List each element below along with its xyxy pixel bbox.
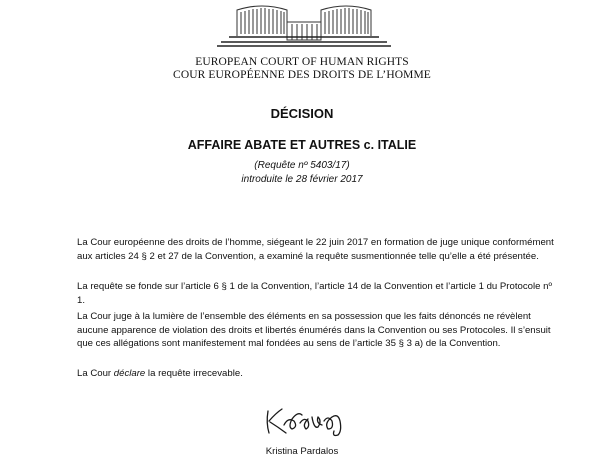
paragraph-assessment — [77, 310, 557, 351]
paragraph-complaints — [77, 280, 557, 307]
case-name: AFFAIRE ABATE ET AUTRES c. ITALIE — [187, 138, 417, 152]
paragraph-text: La requête se fonde sur l’article 6 § 1 de la Convention, l’article 14 de la Convention et l’article 1 du Protocole nº 1. — [77, 281, 552, 306]
lodged-date: introduite le 28 février 2017 — [241, 174, 363, 185]
paragraph-text: La Cour européenne des droits de l’homme, siégeant le 22 juin 2017 en formation de juge unique conformément aux articles 24 § 2 et 27 de la Convention, a examiné la requête susmentionnée telle qu’elle a été présentée. — [77, 237, 554, 262]
document-title: DÉCISION — [270, 106, 334, 121]
paragraph-ruling — [77, 367, 557, 381]
handwritten-signature — [262, 403, 352, 439]
paragraph-text: La Cour juge à la lumière de l’ensemble des éléments en sa possession que les faits dénoncés ne révèlent aucune apparence de violation des droits et libertés énumérés dans la Convention ou ses Protocoles. Il s’ensuit que ces allégations sont manifestement mal fondées au sens de l’article 35 § 3 a) de la Convention. — [77, 311, 551, 349]
ruling-start: La Cour — [77, 368, 114, 379]
ruling-end: la requête irrecevable. — [145, 368, 243, 379]
court-name-french: COUR EUROPÉENNE DES DROITS DE L’HOMME — [173, 69, 431, 81]
court-building-logo — [217, 0, 391, 48]
ruling-emphasis: déclare — [113, 368, 146, 379]
court-name-english: EUROPEAN COURT OF HUMAN RIGHTS — [195, 56, 409, 68]
paragraph-composition — [77, 236, 557, 263]
application-number: (Requête nº 5403/17) — [254, 160, 350, 171]
signer-name: Kristina Pardalos — [265, 446, 339, 457]
